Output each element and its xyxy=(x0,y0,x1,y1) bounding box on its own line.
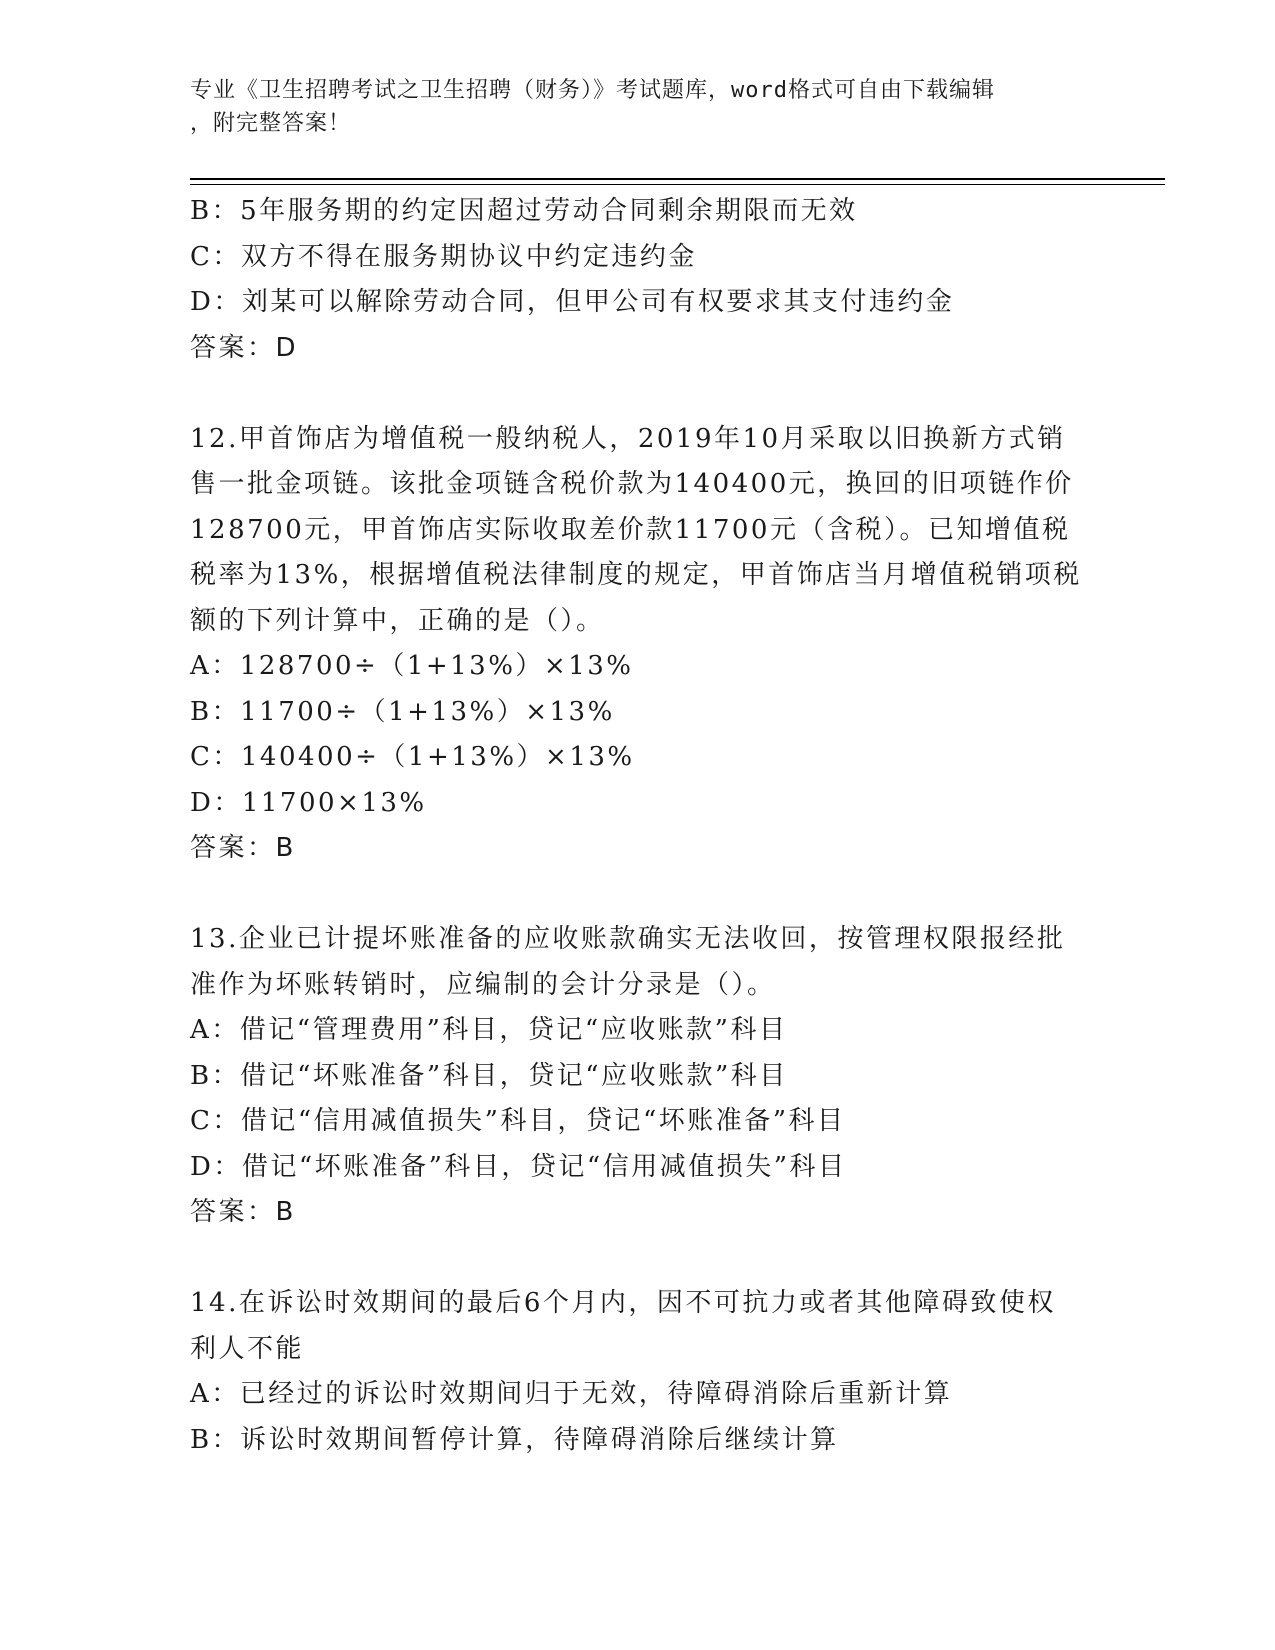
question-content xyxy=(190,189,1090,1463)
q13-answer: 答案：B xyxy=(190,1197,296,1227)
header-title-line-2: ，附完整答案！ xyxy=(190,111,352,136)
header-divider-thin xyxy=(190,184,1165,185)
question-14 xyxy=(190,1281,1090,1463)
q14-stem-line: 14.在诉讼时效期间的最后6个月内，因不可抗力或者其他障碍致使权 xyxy=(190,1288,1056,1318)
q11-answer: 答案：D xyxy=(190,332,299,363)
q12-stem-line: 额的下列计算中，正确的是（）。 xyxy=(190,605,605,636)
q11-option-c: C：双方不得在服务期协议中约定违约金 xyxy=(190,241,697,272)
question-13 xyxy=(190,917,1090,1236)
header-title-line-1: 专业《卫生招聘考试之卫生招聘（财务）》考试题库，word格式可自由下载编辑 xyxy=(190,78,995,103)
q12-stem-line: 128700元，甲首饰店实际收取差价款11700元（含税）。已知增值税 xyxy=(190,514,1071,545)
q12-answer: 答案：B xyxy=(190,833,296,863)
q11-option-b: B：5年服务期的约定因超过劳动合同剩余期限而无效 xyxy=(190,196,858,226)
q12-option-b: B：11700÷（1+13%）×13% xyxy=(190,696,615,727)
q13-option-a: A：借记“管理费用”科目，贷记“应收账款”科目 xyxy=(190,1015,788,1045)
question-11-remainder xyxy=(190,189,1090,371)
q12-stem-line: 售一批金项链。该批金项链含税价款为140400元，换回的旧项链作价 xyxy=(190,469,1074,499)
header-divider-thick xyxy=(190,178,1165,180)
q13-option-d: D：借记“坏账准备”科目，贷记“信用减值损失”科目 xyxy=(190,1151,847,1182)
spacer xyxy=(190,872,1090,918)
question-12 xyxy=(190,417,1090,872)
q13-stem-line: 准作为坏账转销时，应编制的会计分录是（）。 xyxy=(190,969,776,1000)
q14-option-b: B：诉讼时效期间暂停计算，待障碍消除后继续计算 xyxy=(190,1424,839,1455)
q14-option-a: A：已经过的诉讼时效期间归于无效，待障碍消除后重新计算 xyxy=(190,1379,953,1409)
q12-stem-line: 12.甲首饰店为增值税一般纳税人，2019年10月采取以旧换新方式销 xyxy=(190,423,1066,454)
q14-stem-line: 利人不能 xyxy=(190,1333,305,1364)
q12-stem-line: 税率为13%，根据增值税法律制度的规定，甲首饰店当月增值税销项税 xyxy=(190,560,1082,590)
q12-option-c: C：140400÷（1+13%）×13% xyxy=(190,742,635,772)
q13-option-c: C：借记“信用减值损失”科目，贷记“坏账准备”科目 xyxy=(190,1106,846,1136)
q13-option-b: B：借记“坏账准备”科目，贷记“应收账款”科目 xyxy=(190,1060,788,1091)
q13-stem-line: 13.企业已计提坏账准备的应收账款确实无法收回，按管理权限报经批 xyxy=(190,924,1066,954)
q12-option-d: D：11700×13% xyxy=(190,787,427,818)
document-header xyxy=(190,74,1070,140)
q12-option-a: A：128700÷（1+13%）×13% xyxy=(190,651,634,681)
q11-option-d: D：刘某可以解除劳动合同，但甲公司有权要求其支付违约金 xyxy=(190,287,955,317)
spacer xyxy=(190,371,1090,417)
spacer xyxy=(190,1236,1090,1282)
